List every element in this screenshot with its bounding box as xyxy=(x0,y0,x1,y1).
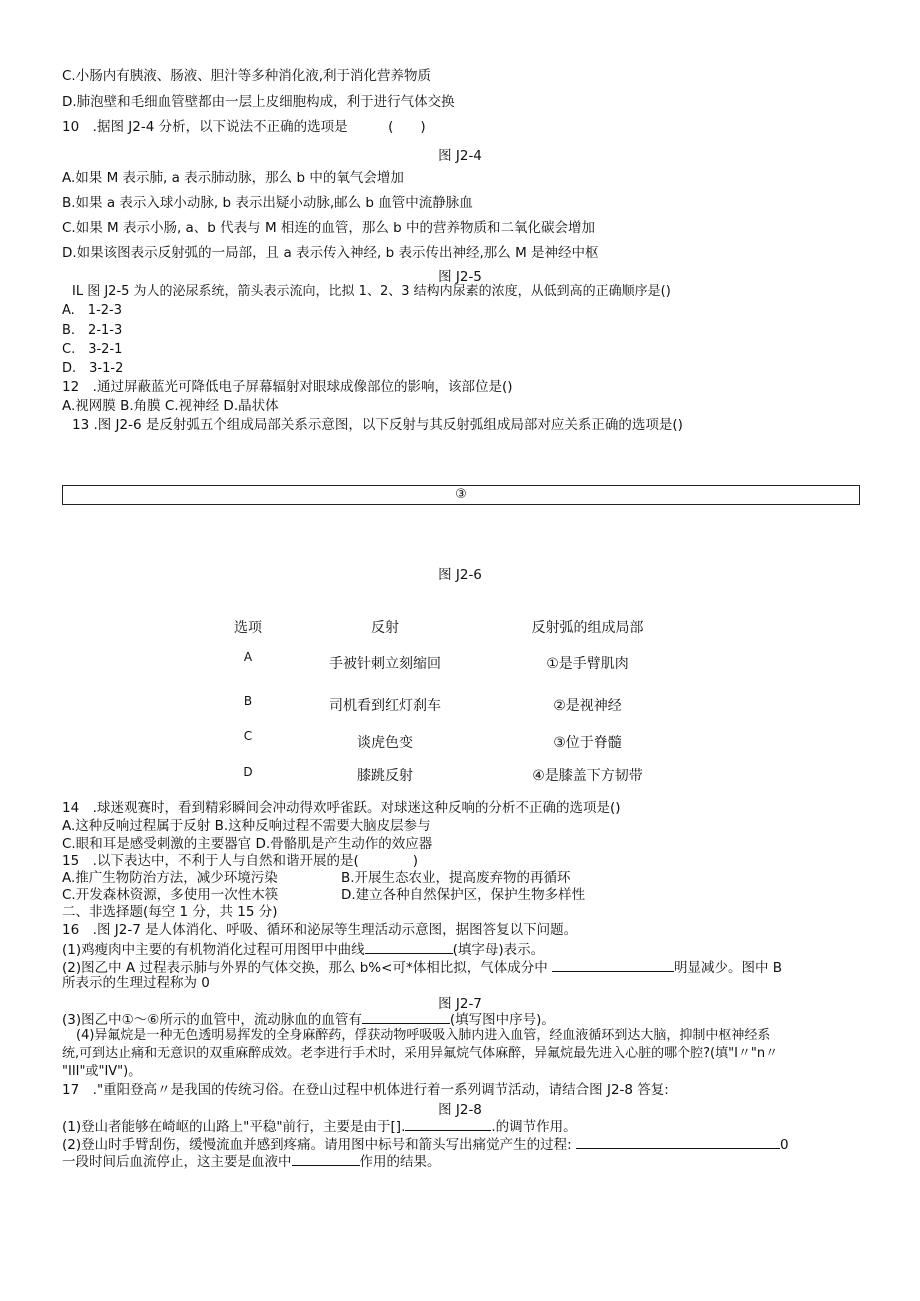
q11-stem: IL 图 J2-5 为人的泌尿系统，箭头表示流向，比拟 1、2、3 结构内尿素的浓度，从低到高的正确顺序是() xyxy=(72,284,671,299)
diagram-label-3: ③ xyxy=(455,487,467,502)
q11-option-b: B. 2-1-3 xyxy=(62,323,123,338)
figure-caption-j2-8: 图 J2-8 xyxy=(438,1102,482,1118)
q16-2-text-end: 明显减少。图中 B xyxy=(674,960,783,976)
q11-option-a: A. 1-2-3 xyxy=(62,303,122,318)
q16-3-text-end: (填写图中序号)。 xyxy=(449,1012,555,1028)
table-header-option: 选项 xyxy=(234,620,262,636)
answer-blank[interactable] xyxy=(362,1009,450,1024)
q14-options-ab: A.这种反响过程属于反射 B.这种反响过程不需要大脑皮层参与 xyxy=(62,818,431,834)
q15-option-c: C.开发森林资源，多使用一次性木筷 xyxy=(62,887,279,903)
table-row-b-option: B xyxy=(243,694,253,708)
table-row-d-part: ④是膝盖下方韧带 xyxy=(532,768,643,784)
q12-stem: 12 .通过屏蔽蓝光可降低电子屏幕辐射对眼球成像部位的影响，该部位是() xyxy=(62,379,513,395)
table-row-b-reflex: 司机看到红灯刹车 xyxy=(329,698,441,714)
table-row-b-part: ②是视神经 xyxy=(553,698,622,714)
q10-option-d: D.如果该图表示反射弧的一局部，且 a 表示传入神经, b 表示传出神经,那么 M 是神经中枢 xyxy=(62,245,599,261)
answer-blank[interactable] xyxy=(292,1151,360,1166)
q16-part-3 xyxy=(62,1009,555,1029)
q17-2-text-end: 0 xyxy=(779,1137,789,1153)
q16-3-text: (3)图乙中①〜⑥所示的血管中，流动脉血的血管有 xyxy=(62,1012,362,1028)
q9-option-d: D.肺泡壁和毛细血管壁都由一层上皮细胞构成，利于进行气体交换 xyxy=(62,94,455,110)
table-row-a-reflex: 手被针刺立刻缩回 xyxy=(329,656,441,672)
table-row-c-option: C xyxy=(243,729,253,743)
q16-part-4-line3: "III"或"IV")。 xyxy=(62,1064,142,1079)
table-row-c-reflex: 谈虎色变 xyxy=(357,735,413,751)
q17-stem: 17 ."重阳登高〃是我国的传统习俗。在登山过程中机体进行着一系列调节活动，请结合图 J2-8 答复: xyxy=(62,1082,669,1098)
q17-part-3 xyxy=(62,1151,441,1171)
q14-stem: 14 .球迷观赛时，看到精彩瞬间会冲动得欢呼雀跃。对球迷这种反响的分析不正确的选项是() xyxy=(62,800,621,816)
q10-option-c: C.如果 M 表示小肠, a、b 代表与 M 相连的血管，那么 b 中的营养物质和二氧化碳会增加 xyxy=(62,220,596,236)
q16-part-1 xyxy=(62,939,544,959)
table-header-reflex: 反射 xyxy=(371,620,399,636)
q10-option-a: A.如果 M 表示肺, a 表示肺动脉，那么 b 中的氧气会增加 xyxy=(62,170,404,186)
q10-option-b: B.如果 a 表示入球小动脉, b 表示出疑小动脉,邮么 b 血管中流静脉血 xyxy=(62,195,473,211)
table-row-d-reflex: 膝跳反射 xyxy=(357,768,413,784)
table-row-d-option: D xyxy=(243,765,253,779)
q9-option-c: C.小肠内有胰液、肠液、胆汁等多种消化液,利于消化营养物质 xyxy=(62,68,432,84)
q15-stem: 15 .以下表达中，不利于人与自然和谐开展的是( ) xyxy=(62,853,419,869)
table-row-c-part: ③位于脊髓 xyxy=(553,735,622,751)
q15-option-a: A.推广生物防治方法，减少环境污染 xyxy=(62,870,278,886)
figure-caption-j2-4: 图 J2-4 xyxy=(438,148,482,164)
answer-blank[interactable] xyxy=(552,957,674,972)
q14-options-cd: C.眼和耳是感受刺激的主要器官 D.骨骼肌是产生动作的效应器 xyxy=(62,836,433,852)
table-header-arc-part: 反射弧的组成局部 xyxy=(531,620,644,636)
figure-caption-j2-6: 图 J2-6 xyxy=(438,567,482,583)
q17-1-text: (1)登山者能够在崎岖的山路上"平稳"前行，主要是由于[]. xyxy=(62,1119,406,1135)
q17-1-text-end: .的调节作用。 xyxy=(491,1119,577,1135)
table-row-a-option: A xyxy=(243,650,253,664)
q16-2-text: (2)图乙中 A 过程表示肺与外界的气体交换，那么 b%<可*体相比拟，气体成分中 xyxy=(62,960,548,976)
q17-part-1 xyxy=(62,1116,577,1136)
q17-3-text: 一段时间后血流停止，这主要是血液中 xyxy=(62,1154,292,1170)
q16-part-4-line2: 统,可到达止痛和无意识的双重麻醉成效。老李进行手术时，采用异氟烷气体麻醉，异氟烷最先进入心脏的哪个腔?(填"I〃"n〃 xyxy=(62,1046,779,1061)
q16-part-2-cont: 所表示的生理过程称为 0 xyxy=(62,975,210,991)
q13-stem: 13 .图 J2-6 是反射弧五个组成局部关系示意图，以下反射与其反射弧组成局部对应关系正确的选项是() xyxy=(72,417,683,433)
answer-blank[interactable] xyxy=(365,939,453,954)
figure-caption-j2-7: 图 J2-7 xyxy=(438,996,482,1012)
q17-3-text-end: 作用的结果。 xyxy=(359,1154,441,1170)
answer-blank[interactable] xyxy=(576,1134,780,1149)
q17-2-text: (2)登山时手臂刮伤，缓慢流血并感到疼痛。请用图中标号和箭头写出痛觉产生的过程: xyxy=(62,1137,572,1153)
q15-option-d: D.建立各种自然保护区，保护生物多样性 xyxy=(341,887,586,903)
q11-option-d: D. 3-1-2 xyxy=(62,361,124,376)
q10-stem: 10 .据图 J2-4 分析，以下说法不正确的选项是 ( ) xyxy=(62,119,426,135)
q16-stem: 16 .图 J2-7 是人体消化、呼吸、循环和泌尿等生理活动示意图，据图答复以下问题。 xyxy=(62,922,578,938)
q16-part-4-line1: (4)异氟烷是一种无色透明易挥发的全身麻醉药，俘获动物呼吸吸入肺内进入血管，经血液循环到达大脑，抑制中枢神经系 xyxy=(76,1028,771,1043)
figure-caption-j2-5: 图 J2-5 xyxy=(438,269,482,285)
section-2-heading: 二、非选择题(每空 1 分，共 15 分) xyxy=(62,904,278,920)
answer-blank[interactable] xyxy=(405,1116,491,1131)
q12-options: A.视网膜 B.角膜 C.视神经 D.晶状体 xyxy=(62,398,279,414)
table-row-a-part: ①是手臂肌肉 xyxy=(546,656,629,672)
reflex-arc-diagram-box xyxy=(62,485,860,505)
q15-option-b: B.开展生态农业，提高废弃物的再循环 xyxy=(341,870,571,886)
q16-1-text-end: (填字母)表示。 xyxy=(452,942,545,958)
q11-option-c: C. 3-2-1 xyxy=(62,342,123,357)
q16-1-text: (1)鸡瘦肉中主要的有机物消化过程可用图甲中曲线 xyxy=(62,942,365,958)
